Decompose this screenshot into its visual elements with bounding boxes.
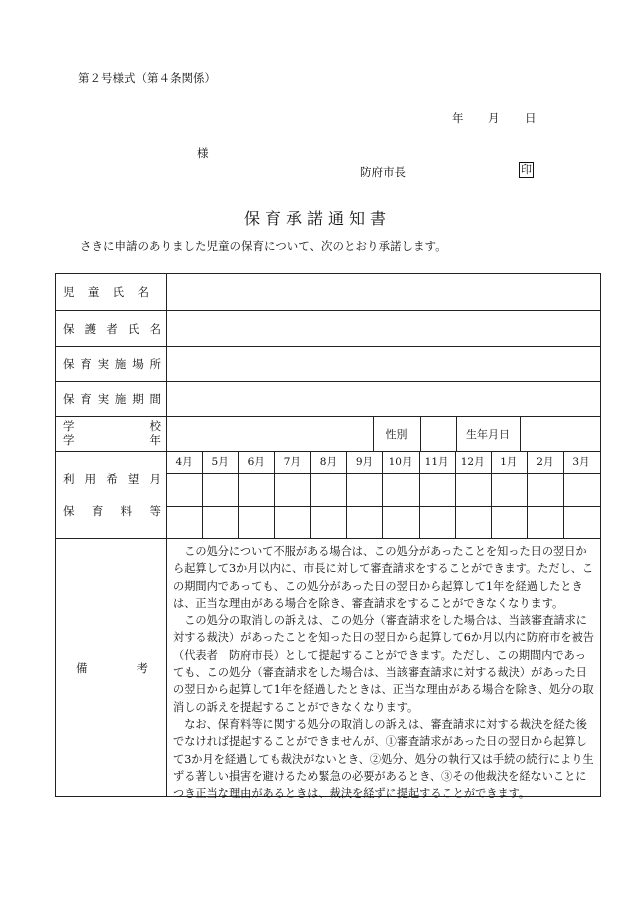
month-column	[346, 452, 383, 538]
month-header: 11月	[424, 456, 449, 468]
birthdate-label: 生年月日	[456, 417, 521, 451]
guardian-name-label: 保 護 者 氏 名	[56, 311, 167, 346]
row-guardian-name	[56, 310, 600, 346]
month-grid	[166, 452, 600, 538]
month-column	[202, 452, 239, 538]
addressee-suffix: 様	[197, 146, 209, 160]
month-header: 4月	[175, 456, 193, 468]
issuer-name: 防府市長	[360, 165, 406, 179]
form-number: 第２号様式（第４条関係）	[78, 71, 216, 85]
row-remarks	[56, 538, 600, 801]
month-column	[383, 452, 420, 538]
fee-label: 保 育 料 等	[63, 504, 161, 518]
row-child-name	[56, 274, 600, 310]
sex-label: 性別	[373, 417, 421, 451]
month-header: 7月	[283, 456, 301, 468]
school-grade-label: 学 校 学 年	[56, 417, 167, 451]
remarks-text	[173, 543, 595, 802]
month-column	[455, 452, 492, 538]
month-header: 10月	[388, 456, 413, 468]
month-column	[491, 452, 528, 538]
month-column	[166, 452, 203, 538]
date-year-label: 年	[452, 111, 464, 125]
month-header: 9月	[355, 456, 374, 468]
remarks-label: 備 考	[56, 539, 167, 796]
sex-value	[420, 417, 457, 451]
remarks-paragraph: なお、保育料等に関する処分の取消しの訴えは、審査請求に対する裁決を経た後でなければ提起することができませんが、①審査請求があった日の翌日から起算して3か月を経過しても裁決がないとき、②処分、処分の執行又は手続の続行により生ずる著しい損害を避けるため緊急の必要があるとき、③その他裁決を経ないことにつき正当な理由があるときは、裁決を経ずに提起することができます。	[173, 717, 594, 801]
month-header: 12月	[460, 456, 485, 468]
row-months-fees	[56, 451, 600, 538]
row-care-place	[56, 346, 600, 381]
date-month-label: 月	[488, 111, 500, 125]
seal-mark: 印	[521, 163, 532, 176]
approval-table	[55, 273, 601, 801]
month-column	[419, 452, 456, 538]
month-header: 1月	[500, 456, 518, 468]
row-school-grade	[56, 416, 600, 451]
row-care-period	[56, 381, 600, 416]
month-column	[527, 452, 564, 538]
care-period-label: 保 育 実 施 期 間	[56, 382, 167, 416]
child-name-label: 児 童 氏 名	[56, 274, 167, 310]
month-column	[238, 452, 275, 538]
remarks-paragraph: この処分について不服がある場合は、この処分があったことを知った日の翌日から起算して3か月以内に、市長に対して審査請求をすることができます。ただし、この期間内であっても、この処分があった日の翌日から起算して1年を経過したときは、正当な理由がある場合を除き、審査請求をすることができなくなります。	[173, 545, 594, 610]
months-fees-label	[56, 452, 167, 538]
care-place-label: 保 育 実 施 場 所	[56, 347, 167, 381]
month-header: 3月	[572, 456, 590, 468]
months-requested-label: 利 用 希 望 月	[63, 472, 161, 486]
intro-text: さきに申請のありました児童の保育について、次のとおり承諾します。	[80, 239, 447, 253]
month-column	[563, 452, 599, 538]
month-header: 8月	[319, 456, 337, 468]
school-grade-value	[166, 417, 374, 451]
month-header: 2月	[536, 456, 554, 468]
month-column	[310, 452, 347, 538]
remarks-paragraph: この処分の取消しの訴えは、この処分（審査請求をした場合は、当該審査請求に対する裁決）があったことを知った日の翌日から起算して6か月以内に防府市を被告（代表者 防府市長）として提起することができます。ただし、この期間内であっても、この処分（審査請求をした場合は、当該審査請求に対する裁決）があった日の翌日から起算して1年を経過したときは、正当な理由がある場合を除き、処分の取消しの訴えを提起することができなくなります。	[173, 614, 594, 714]
grid-divider	[166, 506, 600, 507]
date-day-label: 日	[525, 111, 537, 125]
month-column	[274, 452, 311, 538]
month-header: 6月	[247, 456, 265, 468]
month-header: 5月	[211, 456, 229, 468]
grid-divider	[166, 473, 600, 474]
document-title: 保育承諾通知書	[244, 209, 392, 228]
